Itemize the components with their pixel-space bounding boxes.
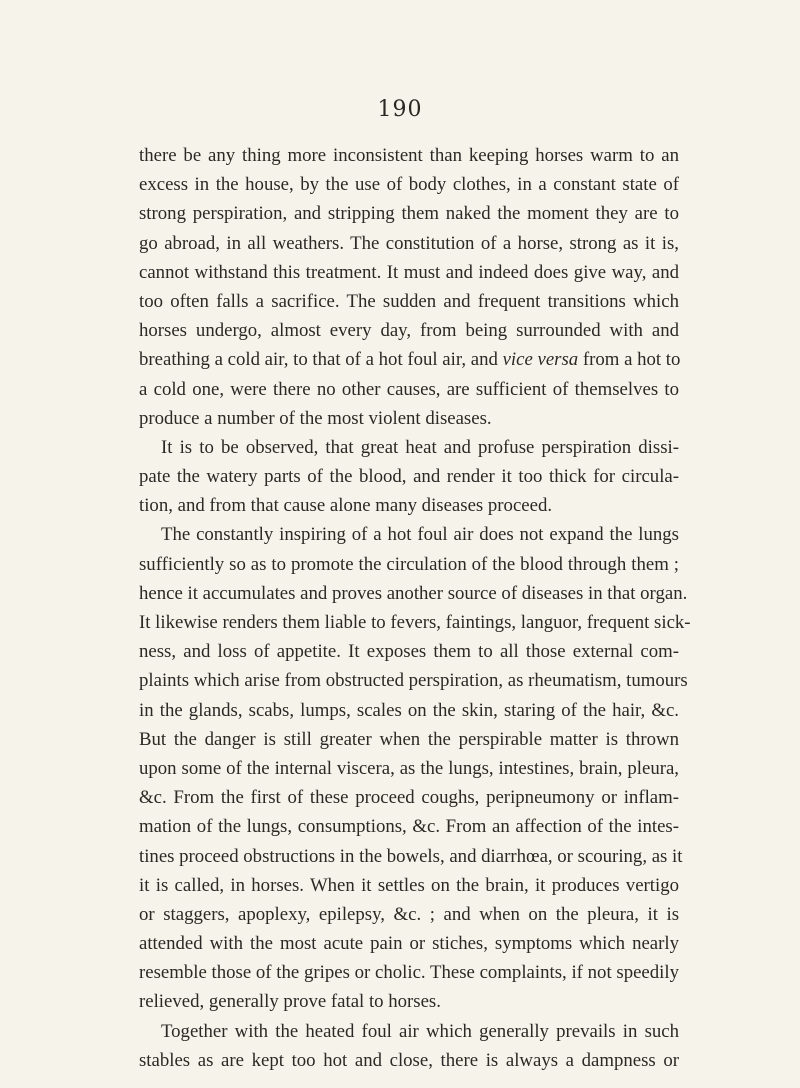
text-line: It is to be observed, that great heat and profuse perspiration dissi- bbox=[161, 436, 679, 458]
text-line: ness, and loss of appetite. It exposes them to all those external com- bbox=[139, 641, 679, 663]
text-line: too often falls a sacrifice. The sudden and frequent transitions which bbox=[139, 290, 679, 312]
text-line: produce a number of the most violent diseases. bbox=[139, 407, 492, 429]
text-line: there be any thing more inconsistent than keeping horses warm to an bbox=[139, 145, 679, 166]
text-line: plaints which arise from obstructed perspiration, as rheumatism, tumours bbox=[139, 670, 688, 692]
text-line: in the glands, scabs, lumps, scales on the skin, staring of the hair, &c. bbox=[139, 699, 679, 721]
text-line: &c. From the first of these proceed coughs, peripneumony or inflam- bbox=[139, 787, 679, 809]
text-line: tion, and from that cause alone many diseases proceed. bbox=[139, 495, 553, 517]
text-line: horses undergo, almost every day, from being surrounded with and bbox=[139, 320, 679, 342]
text-line: Together with the heated foul air which generally prevails in such bbox=[161, 1020, 679, 1042]
text-line: or staggers, apoplexy, epilepsy, &c. ; and when on the pleura, it is bbox=[139, 903, 679, 925]
text-line: The constantly inspiring of a hot foul air does not expand the lungs bbox=[161, 524, 679, 546]
text-line: sufficiently so as to promote the circulation of the blood through them ; bbox=[139, 553, 679, 575]
text-segment: breathing a cold air, to that of a hot foul air, and bbox=[139, 349, 503, 371]
italic-phrase: vice versa bbox=[502, 349, 579, 371]
text-line: hence it accumulates and proves another source of diseases in that organ. bbox=[139, 582, 688, 604]
text-line: upon some of the internal viscera, as the lungs, intestines, brain, pleura, bbox=[139, 757, 679, 779]
text-segment: from a hot to bbox=[578, 349, 681, 371]
text-line: a cold one, were there no other causes, are sufficient of themselves to bbox=[139, 378, 679, 400]
text-line: attended with the most acute pain or stiches, symptoms which nearly bbox=[139, 933, 679, 955]
text-line: relieved, generally prove fatal to horses. bbox=[139, 991, 441, 1013]
text-line: strong perspiration, and stripping them naked the moment they are to bbox=[139, 203, 679, 225]
text-line: mation of the lungs, consumptions, &c. From an affection of the intes- bbox=[139, 816, 679, 838]
text-line: go abroad, in all weathers. The constitution of a horse, strong as it is, bbox=[139, 232, 679, 254]
text-line: excess in the house, by the use of body clothes, in a constant state of bbox=[139, 174, 679, 196]
text-line: It likewise renders them liable to fevers, faintings, languor, frequent sick- bbox=[139, 612, 691, 633]
text-line: stables as are kept too hot and close, there is always a dampness or bbox=[139, 1049, 679, 1071]
text-line: tines proceed obstructions in the bowels, and diarrhœa, or scouring, as it bbox=[139, 845, 683, 867]
body-text bbox=[139, 141, 691, 1075]
text-line: But the danger is still greater when the perspirable matter is thrown bbox=[139, 728, 679, 750]
page-number: 190 bbox=[377, 97, 423, 122]
text-line bbox=[139, 345, 679, 374]
text-line: cannot withstand this treatment. It must and indeed does give way, and bbox=[139, 261, 679, 283]
text-line: resemble those of the gripes or cholic. These complaints, if not speedily bbox=[139, 962, 679, 984]
text-line: it is called, in horses. When it settles on the brain, it produces vertigo bbox=[139, 874, 679, 896]
text-line: pate the watery parts of the blood, and render it too thick for circula- bbox=[139, 466, 679, 488]
